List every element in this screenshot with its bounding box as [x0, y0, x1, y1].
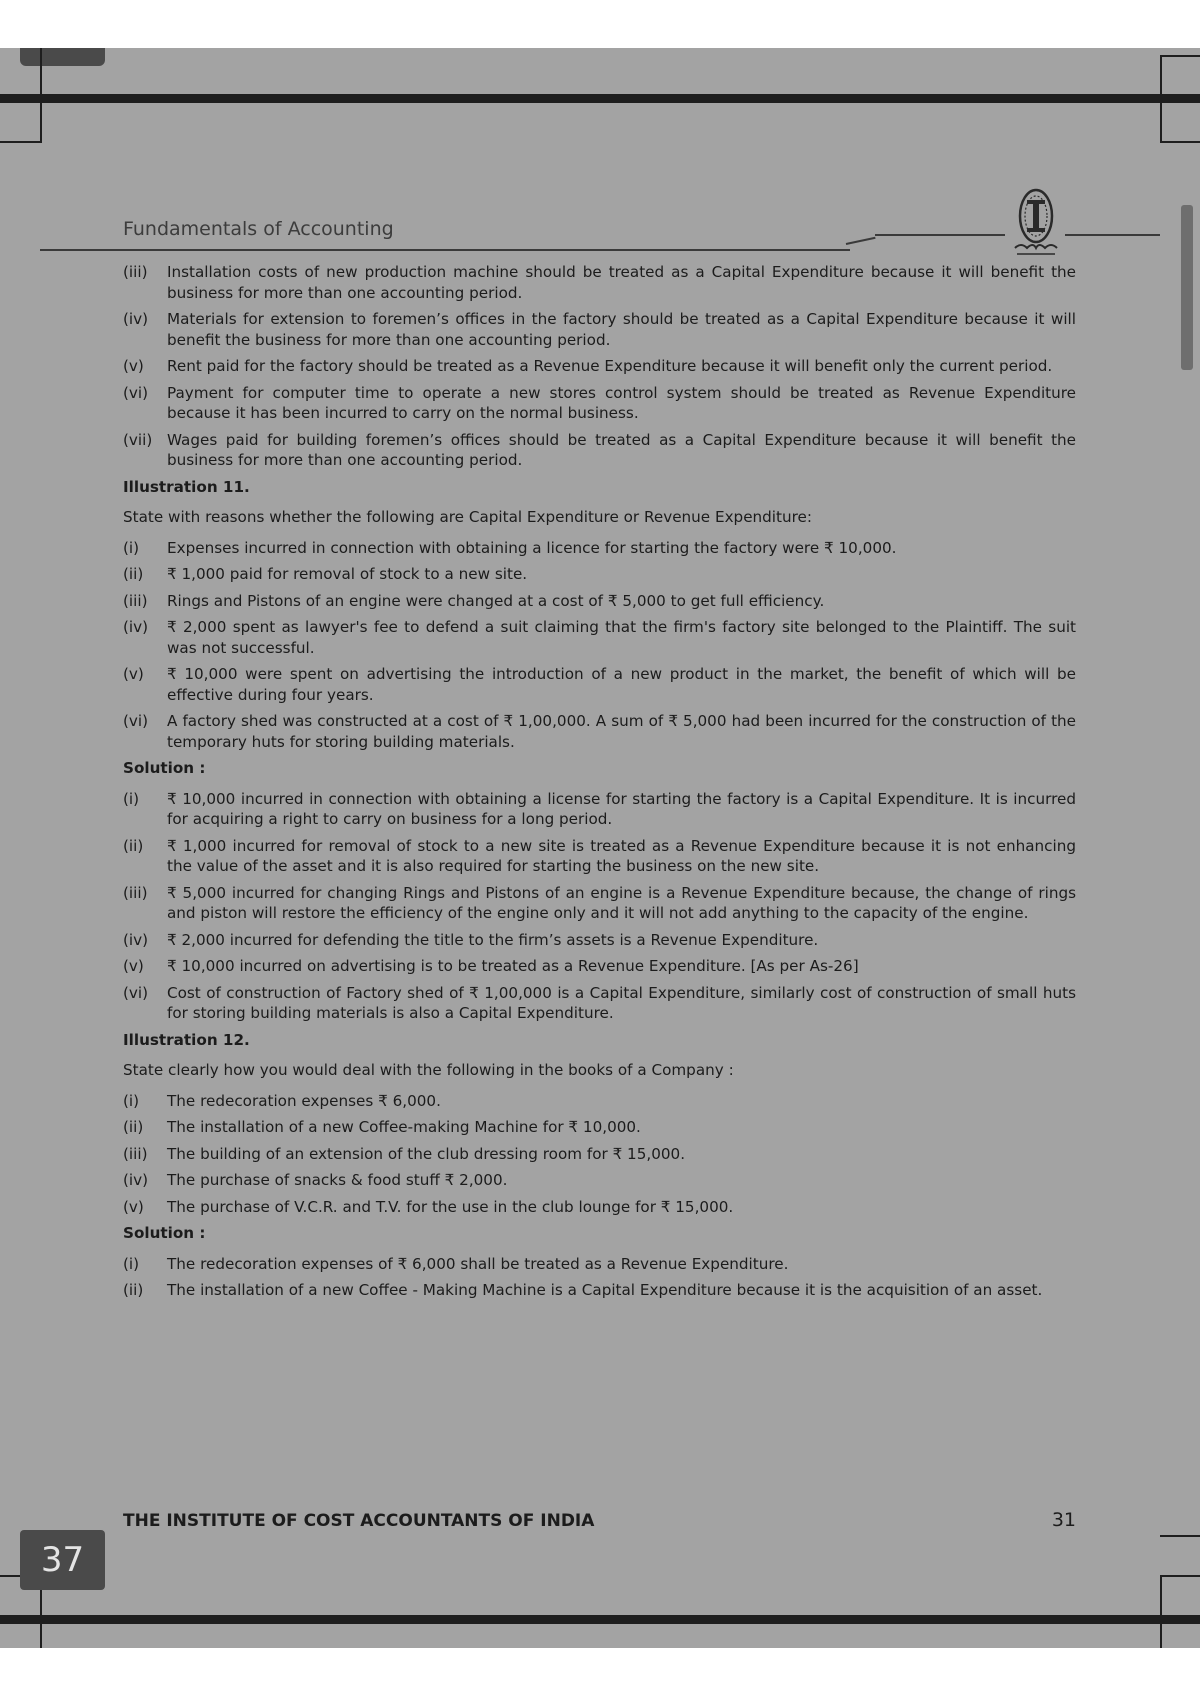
list-item-number: (ii)	[123, 1281, 144, 1299]
list-item	[123, 356, 1076, 377]
list-item	[123, 711, 1076, 752]
list-item-number: (iii)	[123, 591, 148, 610]
footer-institute-name: THE INSTITUTE OF COST ACCOUNTANTS OF INDIA	[123, 1511, 595, 1531]
list-item-text: Rings and Pistons of an engine were changed at a cost of ₹ 5,000 to get full efficiency.	[167, 591, 825, 610]
list-item-text: Expenses incurred in connection with obtaining a licence for starting the factory were ₹ 10,000.	[167, 538, 897, 557]
list-item-number: (iii)	[123, 1144, 148, 1163]
list-item-number: (vi)	[123, 983, 149, 1002]
illustration-11-intro: State with reasons whether the following are Capital Expenditure or Revenue Expenditure:	[123, 508, 812, 526]
list-item-text: ₹ 10,000 were spent on advertising the introduction of a new product in the market, the benefit of which will be effective during four years.	[167, 665, 1076, 704]
crop-mark-bottom-right-v	[1160, 1575, 1162, 1648]
list-item-number: (v)	[123, 957, 144, 975]
bottom-rule	[0, 1615, 1200, 1624]
list-item	[123, 538, 1076, 559]
list-item	[123, 789, 1076, 830]
list-item-text: ₹ 2,000 spent as lawyer's fee to defend a suit claiming that the firm's factory site belonged to the Plaintiff. The suit was not successful.	[167, 618, 1076, 657]
running-header-title: Fundamentals of Accounting	[123, 218, 394, 240]
list-item-text: The building of an extension of the club dressing room for ₹ 15,000.	[167, 1144, 686, 1163]
list-item	[123, 983, 1076, 1024]
illustration-12-heading: Illustration 12.	[123, 1030, 250, 1049]
crop-mark-top-right-v	[1160, 55, 1162, 143]
list-item-number: (v)	[123, 1197, 144, 1216]
list-item-text: The installation of a new Coffee - Making Machine is a Capital Expenditure because it is the acquisition of an asset.	[167, 1281, 1043, 1299]
list-item-number: (iii)	[123, 263, 148, 281]
list-item-number: (iii)	[123, 883, 148, 902]
solution-12-heading: Solution :	[123, 1224, 206, 1242]
page-content	[123, 262, 1076, 1307]
list-item-text: ₹ 1,000 paid for removal of stock to a new site.	[167, 565, 528, 583]
crop-mark-top-left-h	[0, 141, 42, 143]
list-item	[123, 836, 1076, 877]
list-item-number: (iv)	[123, 618, 149, 636]
crop-mark-bottom-right-h2	[1160, 1535, 1200, 1537]
list-item-text: ₹ 1,000 incurred for removal of stock to a new site is treated as a Revenue Expenditure because it is not enhancing the value of the asset and it is also required for starting the business on the new site.	[167, 836, 1076, 875]
list-item-text: The purchase of snacks & food stuff ₹ 2,000.	[167, 1171, 508, 1189]
list-item-number: (iv)	[123, 1171, 149, 1189]
list-item-number: (i)	[123, 1254, 140, 1273]
list-item	[123, 1280, 1076, 1301]
list-item	[123, 1117, 1076, 1138]
footer-page-number: 31	[1051, 1509, 1076, 1531]
current-page-badge[interactable]: 37	[20, 1530, 105, 1590]
list-item	[123, 1170, 1076, 1191]
illustration-11-heading: Illustration 11.	[123, 477, 250, 496]
list-item-number: (vi)	[123, 712, 149, 730]
list-item-number: (vi)	[123, 383, 149, 402]
previous-page-tab[interactable]	[20, 48, 105, 66]
list-item-text: ₹ 5,000 incurred for changing Rings and Pistons of an engine is a Revenue Expenditure because, the change of rings and piston will restore the efficiency of the engine only and it will not add anything to the capacity of the engine.	[167, 883, 1076, 922]
crop-mark-top-left-v	[40, 48, 42, 143]
list-item-text: ₹ 10,000 incurred on advertising is to be treated as a Revenue Expenditure. [As per As-26]	[167, 957, 859, 975]
crop-mark-top-right-h2	[1160, 55, 1200, 57]
list-item	[123, 1091, 1076, 1112]
list-item-text: The purchase of V.C.R. and T.V. for the use in the club lounge for ₹ 15,000.	[167, 1197, 734, 1216]
header-rule-left	[40, 249, 850, 251]
list-item-text: Materials for extension to foremen’s offices in the factory should be treated as a Capital Expenditure because it will benefit the business for more than one accounting period.	[167, 310, 1076, 349]
list-item	[123, 664, 1076, 705]
list-item	[123, 564, 1076, 585]
illustration-12-intro: State clearly how you would deal with the following in the books of a Company :	[123, 1061, 734, 1079]
list-item-text: ₹ 2,000 incurred for defending the title to the firm’s assets is a Revenue Expenditure.	[167, 930, 819, 949]
list-item-text: Payment for computer time to operate a new stores control system should be treated as Revenue Expenditure because it has been incurred to carry on the normal business.	[167, 383, 1076, 422]
list-item-number: (ii)	[123, 565, 144, 583]
list-item-text: The redecoration expenses of ₹ 6,000 shall be treated as a Revenue Expenditure.	[167, 1254, 789, 1273]
list-item-number: (v)	[123, 357, 144, 375]
solution-11-heading: Solution :	[123, 759, 206, 777]
crop-mark-top-right-h	[1160, 141, 1200, 143]
top-rule	[0, 94, 1200, 103]
list-item-number: (iv)	[123, 310, 149, 328]
list-item-text: Rent paid for the factory should be treated as a Revenue Expenditure because it will benefit only the current period.	[167, 357, 1053, 375]
list-item-text: The redecoration expenses ₹ 6,000.	[167, 1091, 441, 1110]
header-rule-right	[1065, 234, 1160, 236]
list-item	[123, 430, 1076, 471]
list-item-number: (i)	[123, 1091, 140, 1110]
list-item	[123, 1254, 1076, 1275]
list-item-number: (iv)	[123, 930, 149, 949]
list-item-number: (v)	[123, 665, 144, 683]
list-item	[123, 309, 1076, 350]
illustration-12-list	[123, 1091, 1076, 1218]
list-item-text: Wages paid for building foremen’s offices should be treated as a Capital Expenditure because it will benefit the business for more than one accounting period.	[167, 430, 1076, 469]
crop-mark-bottom-right-h	[1160, 1575, 1200, 1577]
list-item-number: (i)	[123, 789, 140, 808]
list-item	[123, 883, 1076, 924]
list-item	[123, 1144, 1076, 1165]
header-rule-mid	[875, 234, 1005, 236]
list-item	[123, 956, 1076, 977]
list-item-number: (ii)	[123, 836, 144, 855]
list-item-text: The installation of a new Coffee-making Machine for ₹ 10,000.	[167, 1118, 641, 1136]
list-item-text: Installation costs of new production machine should be treated as a Capital Expenditure because it will benefit the business for more than one accounting period.	[167, 263, 1076, 302]
list-item-number: (vii)	[123, 430, 153, 449]
list-item	[123, 930, 1076, 951]
list-item-text: A factory shed was constructed at a cost of ₹ 1,00,000. A sum of ₹ 5,000 had been incurred for the construction of the temporary huts for storing building materials.	[167, 712, 1076, 751]
solution-11-list	[123, 789, 1076, 1024]
list-item-text: ₹ 10,000 incurred in connection with obtaining a license for starting the factory is a Capital Expenditure. It is incurred for acquiring a right to carry on business for a long period.	[167, 789, 1076, 828]
illustration-11-list	[123, 538, 1076, 753]
scrollbar-thumb[interactable]	[1181, 205, 1193, 370]
list-item	[123, 617, 1076, 658]
list-item-text: Cost of construction of Factory shed of ₹ 1,00,000 is a Capital Expenditure, similarly cost of construction of small huts for storing building materials is also a Capital Expenditure.	[167, 983, 1076, 1022]
list-item	[123, 591, 1076, 612]
list-item	[123, 383, 1076, 424]
institute-emblem-icon	[1007, 180, 1065, 260]
capital-revenue-list	[123, 262, 1076, 471]
list-item	[123, 262, 1076, 303]
list-item-number: (i)	[123, 538, 140, 557]
list-item	[123, 1197, 1076, 1218]
list-item-number: (ii)	[123, 1118, 144, 1136]
solution-12-list	[123, 1254, 1076, 1301]
